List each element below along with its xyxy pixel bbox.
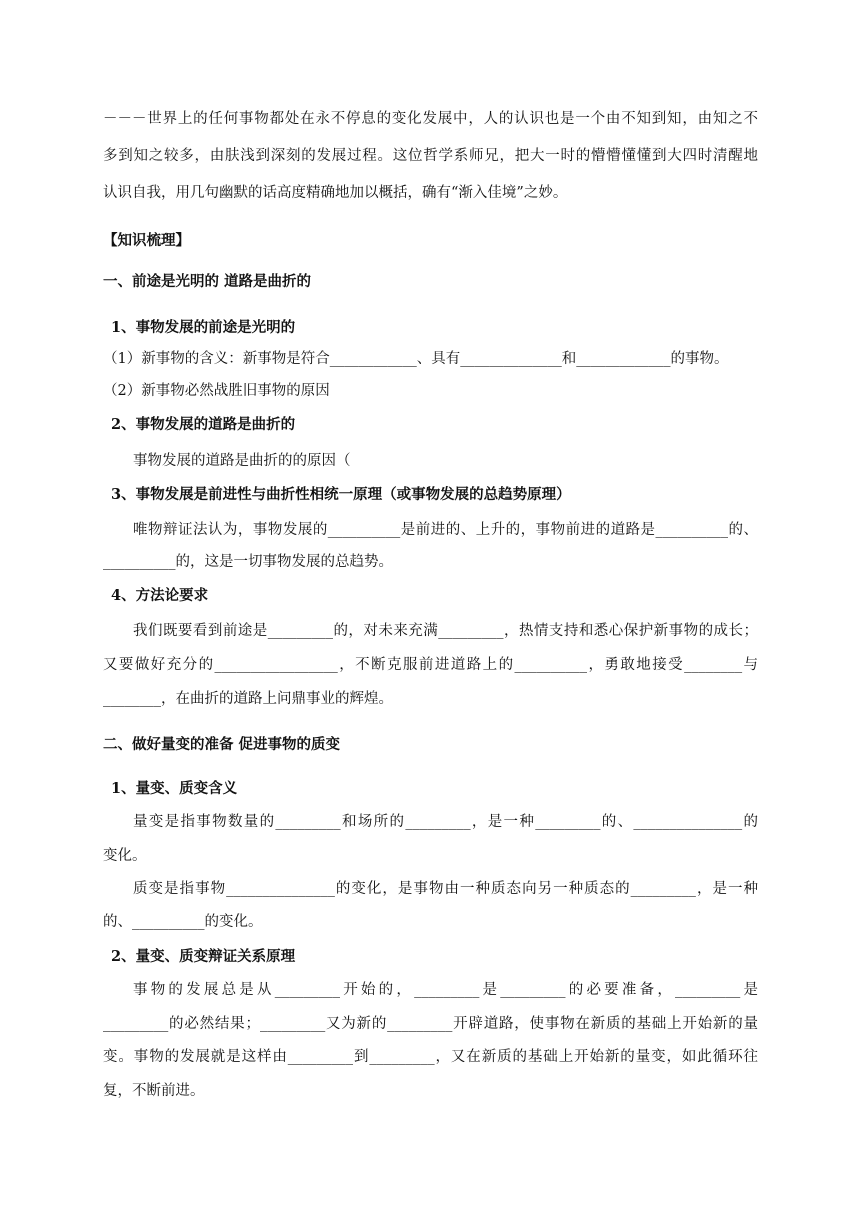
section2-point2-line3: 变。事物的发展就是这样由_________到_________，又在新质的基础上开始新的量变，如此循环往	[103, 1049, 758, 1065]
section2-point1-title: 1、量变、质变含义	[111, 780, 238, 797]
section2-point2-line4: 复，不断前进。	[103, 1083, 205, 1099]
section2-title: 二、做好量变的准备 促进事物的质变	[103, 736, 341, 753]
intro-line-3: 认识自我，用几句幽默的话高度精确地加以概括，确有“渐入佳境”之妙。	[103, 185, 568, 201]
section2-point1-line4: 的、__________的变化。	[103, 914, 263, 930]
section1-point1-line1: （1）新事物的含义：新事物是符合____________、具有______________和_____________的事物。	[103, 351, 729, 367]
section1-point4-line3: ________，在曲折的道路上问鼎事业的辉煌。	[103, 691, 393, 707]
section1-point3-title: 3、事物发展是前进性与曲折性相统一原理（或事物发展的总趋势原理）	[111, 486, 571, 503]
section2-point1-line1: 量变是指事物数量的_________和场所的_________，是一种_________的、_______________的	[133, 814, 758, 830]
section1-point2-title: 2、事物发展的道路是曲折的	[111, 416, 296, 433]
intro-line-1: －－－世界上的任何事物都处在永不停息的变化发展中，人的认识也是一个由不知到知，由知之不	[103, 111, 758, 127]
section1-point1-title: 1、事物发展的前途是光明的	[111, 319, 296, 336]
section1-title: 一、前途是光明的 道路是曲折的	[103, 273, 312, 290]
section-heading: 【知识梳理】	[103, 232, 190, 249]
section2-point1-line3: 质变是指事物_______________的变化，是事物由一种质态向另一种质态的_________，是一种	[133, 881, 758, 897]
section1-point4-line2: 又要做好充分的_________________，不断克服前进道路上的__________，勇敢地接受________与	[103, 657, 758, 673]
section1-point3-line2: __________的，这是一切事物发展的总趋势。	[103, 554, 393, 570]
section2-point2-line1: 事物的发展总是从_________开始的，_________是_________的必要准备，_________是	[133, 982, 758, 998]
section2-point1-line2: 变化。	[103, 848, 147, 864]
intro-line-2: 多到知之较多，由肤浅到深刻的发展过程。这位哲学系师兄，把大一时的懵懵懂懂到大四时清醒地	[103, 148, 758, 164]
section2-point2-title: 2、量变、质变辩证关系原理	[111, 948, 296, 965]
section1-point3-line1: 唯物辩证法认为，事物发展的__________是前进的、上升的，事物前进的道路是__________的、	[133, 522, 758, 538]
section1-point4-line1: 我们既要看到前途是_________的，对未来充满_________，热情支持和悉心保护新事物的成长；	[133, 623, 758, 639]
section1-point2-line1: 事物发展的道路是曲折的的原因（	[133, 453, 351, 469]
section1-point4-title: 4、方法论要求	[111, 587, 209, 604]
section2-point2-line2: _________的必然结果；_________又为新的_________开辟道路，使事物在新质的基础上开始新的量	[103, 1016, 758, 1032]
section1-point1-line2: （2）新事物必然战胜旧事物的原因	[103, 383, 330, 399]
